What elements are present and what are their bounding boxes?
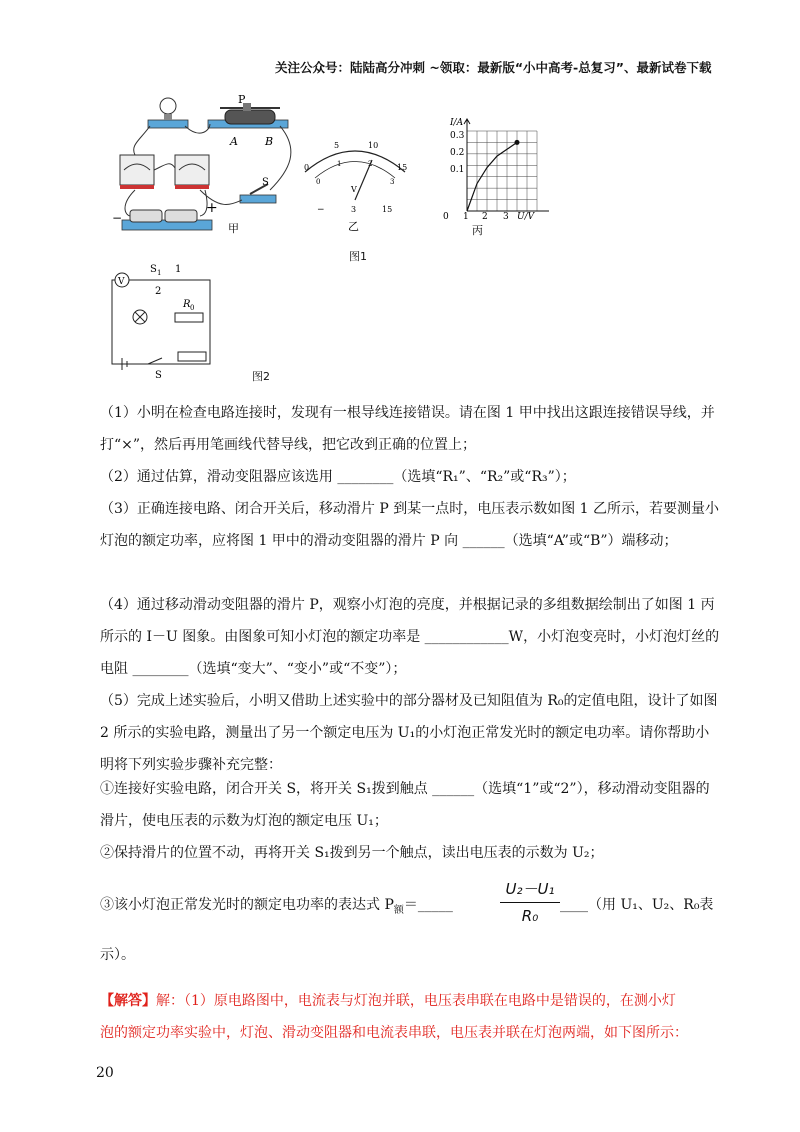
graph-ylabel: I/A <box>450 118 464 128</box>
answer-text-1: 解：（1）原电路图中，电流表与灯泡并联，电压表串联在电路中是错误的，在测小灯 <box>156 993 676 1009</box>
graph-xtick-3: 3 <box>503 212 509 222</box>
meter-inner-tick-0: 0 <box>316 178 321 186</box>
answer-line-1 <box>100 990 676 1010</box>
answer-text-2: 泡的额定功率实验中，灯泡、滑动变阻器和电流表串联，电压表并联在灯泡两端，如下图所示： <box>100 1025 688 1041</box>
figure-1 <box>110 90 550 265</box>
fig2-s1-sub: 1 <box>157 269 162 277</box>
meter-terminal-15: 15 <box>382 205 393 214</box>
figure-2-caption: 图2 <box>252 370 270 383</box>
answer-label: 【解答】 <box>100 993 156 1009</box>
graph-xtick-1: 1 <box>463 212 469 222</box>
question-2: （2）通过估算，滑动变阻器应该选用 ________（选填“R₁”、“R₂”或“R₃”）； <box>100 469 576 485</box>
step-1: ①连接好实验电路，闭合开关 S，将开关 S₁拨到触点 ______（选填“1”或“2”），移动滑动变阻器的滑片，使电压表的示数为灯泡的额定电压 U₁； <box>100 781 710 829</box>
meter-terminal-neg: − <box>317 205 325 215</box>
graph-grid <box>464 119 549 211</box>
graph-xlabel: U/V <box>517 212 535 222</box>
fig2-contact-2: 2 <box>155 286 162 297</box>
question-1: （1）小明在检查电路连接时，发现有一根导线连接错误。请在图 1 甲中找出这跟连接错误导线，并打“×”，然后再用笔画线代替导线，把它改到正确的位置上； <box>100 405 715 453</box>
step-3-sub: 额 <box>393 904 404 916</box>
graph-xtick-2: 2 <box>482 212 488 222</box>
step-2: ②保持滑片的位置不动，再将开关 S₁拨到另一个触点，读出电压表的示数为 U₂； <box>100 845 604 861</box>
fraction-denominator: R₀ <box>521 907 539 925</box>
graph-ytick-01: 0.1 <box>450 165 465 175</box>
graph-ytick-02: 0.2 <box>450 148 465 158</box>
sub-caption-yi: 乙 <box>348 220 359 233</box>
sub-caption-jia: 甲 <box>228 222 239 235</box>
figure-2-circuit <box>100 262 290 382</box>
sub-caption-bing: 丙 <box>472 224 483 237</box>
svg-text:+: + <box>206 200 218 216</box>
rated-point <box>515 140 520 145</box>
meter-tick-10: 10 <box>368 141 379 150</box>
fig2-r0-sub: 0 <box>190 304 195 312</box>
label-b: B <box>265 135 274 148</box>
meter-tick-0: 0 <box>304 163 310 172</box>
page-number: 20 <box>96 1065 114 1081</box>
apparatus-jia <box>112 98 291 230</box>
svg-text:−: − <box>112 211 123 225</box>
question-4: （4）通过移动滑动变阻器的滑片 P，观察小灯泡的亮度，并根据记录的多组数据绘制出了如图 1 丙所示的 I－U 图象。由图象可知小灯泡的额定功率是 ____________W，小灯泡变亮时，小灯泡灯丝的电阻 ________（选填“变大”、“变小”或“不变”）； <box>100 597 720 677</box>
meter-tick-5: 5 <box>334 141 340 150</box>
meter-inner-tick-3: 3 <box>390 178 395 186</box>
step-3-tail: 示）。 <box>100 947 135 963</box>
step-3-prefix: ③该小灯泡正常发光时的额定电功率的表达式 P <box>100 897 394 913</box>
label-s: S <box>262 177 269 188</box>
fig2-r0: R <box>183 299 191 310</box>
meter-v-label: V <box>351 185 357 194</box>
fraction-numerator: U₂－U₁ <box>500 878 560 903</box>
question-5: （5）完成上述实验后，小明又借助上述实验中的部分器材及已知阻值为 R₀的定值电阻，设计了如图 2 所示的实验电路，测量出了另一个额定电压为 U₁的小灯泡正常发光时的额定电功率。请你帮助小明将下列实验步骤补充完整： <box>100 693 718 773</box>
iu-graph-bing <box>464 119 549 211</box>
meter-inner-tick-1: 1 <box>337 160 342 168</box>
step-3-suffix: ____（用 U₁、U₂、R₀表 <box>560 897 714 913</box>
label-p: P <box>238 93 246 106</box>
fig2-s1: S <box>150 264 157 275</box>
meter-terminal-3: 3 <box>351 205 357 214</box>
figure-1-caption: 图1 <box>349 250 367 263</box>
graph-ytick-03: 0.3 <box>450 131 465 141</box>
page-header: 关注公众号：陆陆高分冲刺 ~领取：最新版“小中高考-总复习”、最新试卷下载 <box>275 60 712 75</box>
fig2-voltmeter-v: V <box>118 277 125 287</box>
fig2-contact-1: 1 <box>175 264 182 275</box>
power-formula-fraction <box>500 878 560 925</box>
graph-xtick-0: 0 <box>443 212 449 222</box>
question-3: （3）正确连接电路、闭合开关后，移动滑片 P 到某一点时，电压表示数如图 1 乙所示，若要测量小灯泡的额定功率，应将图 1 甲中的滑动变阻器的滑片 P 向 ______（选填“A”或“B”）端移动； <box>100 501 720 549</box>
step-3-eq: ＝_____ <box>403 897 453 913</box>
label-a: A <box>230 135 238 148</box>
meter-inner-tick-2: 2 <box>368 160 373 168</box>
step-3-line <box>100 894 453 916</box>
meter-tick-15: 15 <box>397 163 408 172</box>
fig2-s: S <box>155 370 162 381</box>
